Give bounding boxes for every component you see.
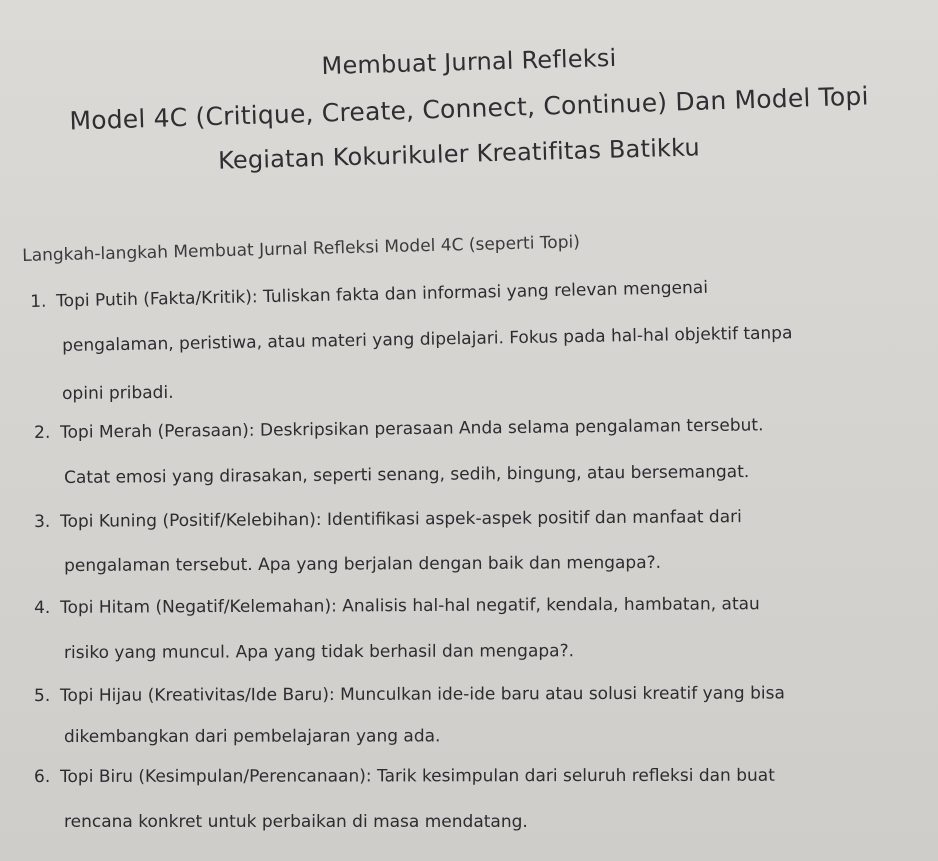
- activity-title: Kegiatan Kokurikuler Kreatifitas Batikku: [217, 133, 701, 175]
- step-first-line: [34, 766, 775, 787]
- step-first-line: [34, 507, 742, 532]
- step-continuation: pengalaman tersebut. Apa yang berjalan dengan baik dan mengapa?.: [64, 552, 662, 576]
- step-number: 1.: [30, 291, 47, 312]
- step-continuation: rencana konkret untuk perbaikan di masa mendatang.: [64, 812, 528, 832]
- step-text: Topi Putih (Fakta/Kritik): Tuliskan fakta dan informasi yang relevan mengenai: [55, 277, 709, 312]
- step-continuation: risiko yang muncul. Apa yang tidak berhasil dan mengapa?.: [64, 641, 575, 663]
- step-first-line: [34, 415, 764, 443]
- step-number: 5.: [34, 685, 51, 706]
- document-title: Membuat Jurnal Refleksi: [321, 43, 617, 81]
- step-text: Topi Kuning (Positif/Kelebihan): Identifikasi aspek-aspek positif dan manfaat dari: [59, 507, 742, 532]
- step-text: Topi Hitam (Negatif/Kelemahan): Analisis hal-hal negatif, kendala, hambatan, atau: [59, 594, 760, 618]
- step-first-line: [34, 594, 760, 618]
- step-first-line: [34, 683, 785, 706]
- document-subtitle: Model 4C (Critique, Create, Connect, Continue) Dan Model Topi: [68, 81, 870, 136]
- step-continuation: dikembangkan dari pembelajaran yang ada.: [64, 726, 441, 747]
- intro-heading: Langkah-langkah Membuat Jurnal Refleksi Model 4C (seperti Topi): [22, 232, 581, 266]
- step-first-line: [30, 278, 708, 312]
- step-continuation: Catat emosi yang dirasakan, seperti senang, sedih, bingung, atau bersemangat.: [64, 462, 750, 488]
- step-number: 2.: [34, 422, 51, 443]
- step-number: 3.: [34, 511, 51, 532]
- step-number: 4.: [34, 597, 51, 618]
- step-number: 6.: [34, 766, 51, 787]
- step-continuation: pengalaman, peristiwa, atau materi yang dipelajari. Fokus pada hal-hal objektif tanpa: [62, 323, 793, 356]
- step-continuation: opini pribadi.: [62, 382, 174, 404]
- step-text: Topi Hijau (Kreativitas/Ide Baru): Munculkan ide-ide baru atau solusi kreatif yang bisa: [59, 683, 785, 706]
- step-text: Topi Merah (Perasaan): Deskripsikan perasaan Anda selama pengalaman tersebut.: [59, 415, 764, 443]
- step-text: Topi Biru (Kesimpulan/Perencanaan): Tarik kesimpulan dari seluruh refleksi dan buat: [59, 765, 775, 787]
